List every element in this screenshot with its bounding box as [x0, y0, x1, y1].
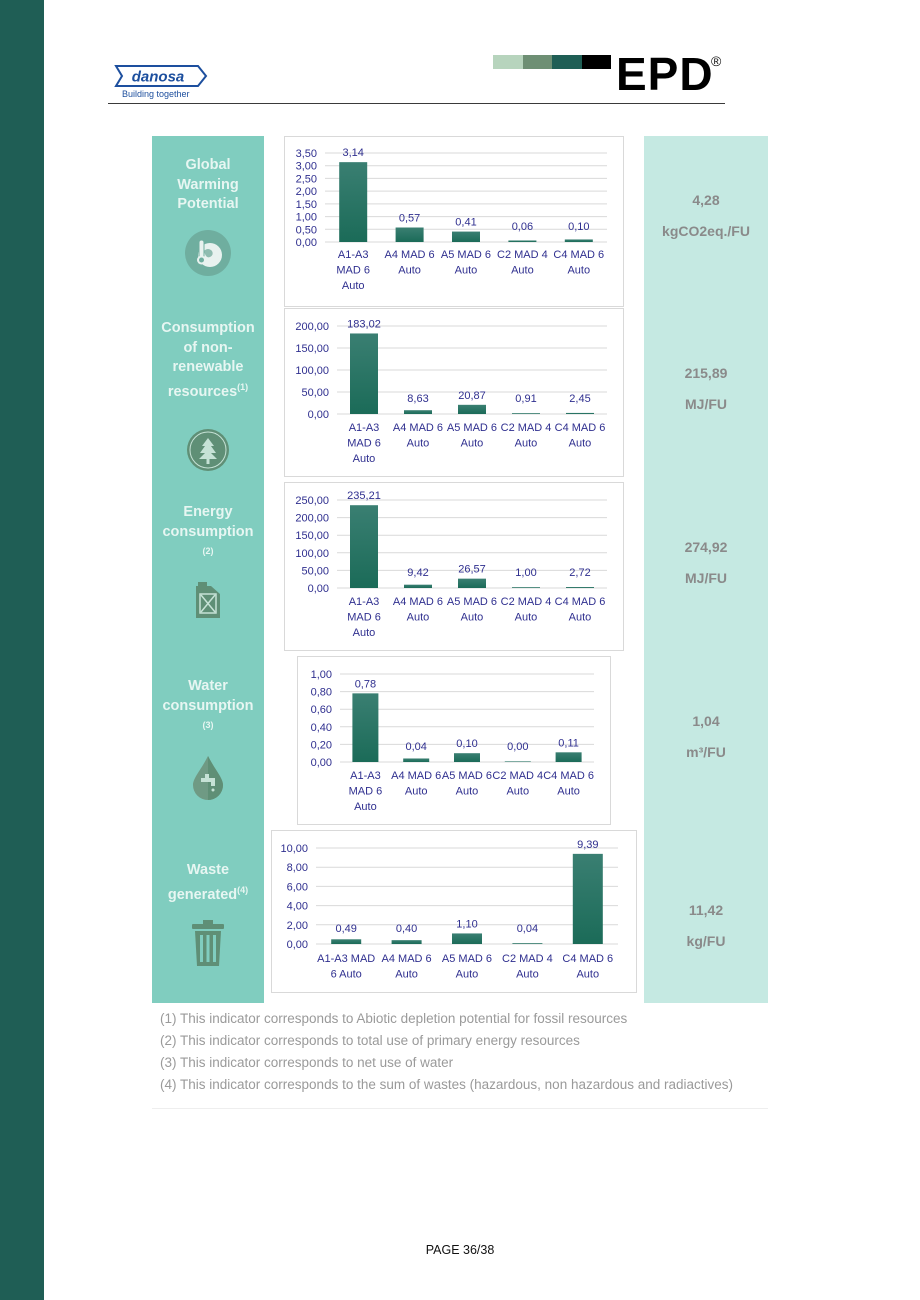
- category-label: A1-A3: [337, 249, 369, 261]
- y-tick-label: 0,40: [310, 721, 332, 734]
- bar: [566, 587, 594, 588]
- category-label: MAD 6: [348, 785, 383, 798]
- data-label: 183,02: [347, 318, 381, 331]
- y-tick-label: 1,50: [295, 198, 317, 211]
- y-tick-label: 100,00: [295, 547, 329, 560]
- y-tick-label: 0,00: [295, 237, 317, 249]
- category-label: C4 MAD 6: [554, 596, 606, 608]
- y-tick-label: 250,00: [295, 495, 329, 507]
- indicator-cell: [152, 655, 264, 829]
- data-label: 0,11: [558, 737, 579, 750]
- side-color-bar: [0, 0, 44, 1300]
- category-label: A1-A3 MAD: [317, 953, 376, 965]
- data-label: 2,45: [569, 393, 591, 405]
- trash-bin-icon: [191, 919, 225, 967]
- bar: [404, 410, 432, 414]
- data-label: 0,04: [516, 923, 539, 935]
- category-label: Auto: [506, 785, 530, 798]
- footnote: (3) This indicator corresponds to net use of water: [160, 1055, 454, 1070]
- indicator-row-waste: [152, 829, 768, 1003]
- y-tick-label: 0,00: [307, 409, 329, 421]
- y-tick-label: 200,00: [295, 512, 329, 525]
- indicator-title: Waste generated: [167, 862, 238, 903]
- bar: [352, 693, 378, 762]
- bar: [454, 753, 480, 762]
- chart-box: [284, 308, 624, 477]
- indicator-row-energy: [152, 481, 768, 655]
- category-label: Auto: [511, 264, 534, 277]
- category-label: A5 MAD 6: [446, 596, 498, 608]
- indicator-row-non-renewable: [152, 307, 768, 481]
- indicator-note: (4): [237, 884, 249, 895]
- data-label: 20,87: [458, 389, 486, 402]
- chart-box: [271, 830, 637, 993]
- category-label: Auto: [460, 437, 484, 450]
- epd-label: EPD: [616, 48, 714, 100]
- chart-box: [284, 136, 624, 307]
- y-tick-label: 2,00: [295, 186, 317, 199]
- y-tick-label: 2,00: [286, 919, 308, 932]
- category-label: C2 MAD 4: [497, 249, 548, 261]
- header-rule: [108, 103, 725, 104]
- indicator-row-gwp: [152, 136, 768, 307]
- category-label: A4 MAD 6: [391, 770, 442, 782]
- y-tick-label: 2,50: [295, 173, 317, 186]
- y-tick-label: 50,00: [301, 565, 329, 578]
- footnote: (2) This indicator corresponds to total use of primary energy resources: [160, 1033, 580, 1048]
- bar: [331, 939, 361, 944]
- category-label: C4 MAD 6: [543, 770, 594, 782]
- y-tick-label: 150,00: [295, 530, 329, 543]
- stripe: [523, 55, 553, 69]
- total-unit: kg/FU: [686, 933, 726, 949]
- data-label: 1,10: [456, 918, 478, 931]
- stripe: [582, 55, 612, 69]
- total-cell: [644, 307, 768, 481]
- indicator-title: Global Warming Potential: [177, 157, 239, 212]
- danosa-logo: [108, 60, 208, 102]
- category-label: A5 MAD 6: [441, 770, 493, 782]
- y-tick-label: 10,00: [280, 843, 308, 855]
- total-value: 215,89: [684, 365, 728, 381]
- y-tick-label: 0,20: [310, 739, 332, 752]
- total-unit: MJ/FU: [685, 396, 727, 412]
- data-label: 0,10: [456, 738, 478, 751]
- data-label: 26,57: [458, 563, 486, 576]
- bar: [392, 940, 422, 944]
- y-tick-label: 0,80: [310, 686, 332, 699]
- bar: [404, 585, 432, 588]
- thermometer-globe-icon: [184, 229, 232, 277]
- water-tap-icon: [191, 754, 225, 800]
- indicator-title: Consumption of non-renewable resources: [161, 320, 255, 400]
- total-cell: [644, 481, 768, 655]
- y-tick-label: 0,00: [310, 757, 332, 769]
- indicator-cell: [152, 307, 264, 481]
- category-label: A1-A3: [348, 422, 380, 434]
- category-label: A5 MAD 6: [446, 422, 498, 434]
- category-label: Auto: [460, 611, 484, 624]
- category-label: C4 MAD 6: [562, 953, 614, 965]
- category-label: Auto: [567, 264, 591, 277]
- bar-chart: [298, 657, 610, 824]
- total-value: 274,92: [684, 539, 728, 555]
- y-tick-label: 0,60: [310, 704, 332, 717]
- data-label: 0,04: [405, 741, 427, 753]
- bar: [573, 854, 603, 944]
- bar: [512, 943, 542, 944]
- total-value: 11,42: [688, 902, 724, 918]
- category-label: A1-A3: [348, 596, 380, 608]
- indicator-note: (3): [202, 720, 214, 730]
- bar: [565, 239, 593, 242]
- stripe: [493, 55, 523, 69]
- footnotes: [160, 1008, 733, 1096]
- total-unit: m³/FU: [686, 744, 726, 760]
- data-label: 0,41: [455, 216, 477, 229]
- category-label: C4 MAD 6: [554, 422, 606, 434]
- category-label: Auto: [576, 968, 600, 981]
- category-label: C2 MAD 4: [492, 770, 544, 782]
- indicator-title: Energy consumption: [162, 504, 254, 540]
- indicator-cell: [152, 829, 264, 1003]
- y-tick-label: 150,00: [295, 343, 329, 355]
- y-tick-label: 100,00: [295, 365, 329, 377]
- bar: [505, 761, 531, 762]
- category-label: A5 MAD 6: [440, 249, 492, 261]
- indicator-note: (2): [202, 546, 214, 556]
- bar: [452, 232, 480, 242]
- bar: [512, 587, 540, 588]
- bar-chart: [285, 309, 623, 476]
- y-tick-label: 6,00: [286, 881, 308, 894]
- logo-name: danosa: [131, 68, 185, 86]
- y-tick-label: 1,00: [295, 211, 317, 224]
- footnote: (4) This indicator corresponds to the sum of wastes (hazardous, non hazardous and radiactives): [160, 1077, 734, 1092]
- bar: [403, 758, 429, 762]
- footnote-rule: [152, 1108, 768, 1109]
- fuel-can-icon: [193, 580, 223, 620]
- bar: [339, 162, 367, 242]
- bar: [396, 228, 424, 242]
- bar: [566, 413, 594, 414]
- category-label: Auto: [455, 785, 479, 798]
- y-tick-label: 0,00: [286, 939, 308, 951]
- total-unit: kgCO2eq./FU: [662, 223, 750, 239]
- data-label: 2,72: [569, 567, 591, 579]
- data-label: 0,06: [511, 221, 534, 233]
- bar-chart: [285, 483, 623, 650]
- category-label: Auto: [557, 785, 580, 798]
- category-label: A4 MAD 6: [392, 596, 444, 608]
- category-label: Auto: [341, 280, 365, 292]
- data-label: 1,00: [515, 567, 537, 579]
- indicator-title: Water consumption: [162, 678, 254, 714]
- category-label: Auto: [455, 968, 479, 981]
- y-tick-label: 4,00: [286, 900, 308, 913]
- category-label: MAD 6: [347, 437, 381, 450]
- category-label: Auto: [514, 611, 538, 624]
- bar: [512, 413, 540, 414]
- total-cell: [644, 136, 768, 307]
- data-label: 235,21: [347, 490, 381, 503]
- y-tick-label: 50,00: [301, 387, 329, 399]
- category-label: Auto: [406, 437, 430, 450]
- data-label: 0,10: [568, 221, 590, 233]
- data-label: 0,57: [398, 212, 421, 225]
- stripe: [552, 55, 582, 69]
- epd-color-stripes: [493, 55, 611, 69]
- category-label: Auto: [454, 264, 478, 277]
- y-tick-label: 3,50: [295, 148, 317, 160]
- category-label: Auto: [568, 437, 592, 450]
- category-label: Auto: [352, 453, 376, 465]
- category-label: C2 MAD 4: [502, 953, 553, 965]
- indicator-cell: [152, 481, 264, 655]
- category-label: Auto: [516, 968, 539, 981]
- data-label: 3,14: [342, 147, 364, 160]
- total-value: 4,28: [692, 192, 720, 208]
- bar-chart: [285, 137, 623, 306]
- category-label: 6 Auto: [330, 968, 362, 981]
- y-tick-label: 8,00: [286, 862, 308, 875]
- y-tick-label: 1,00: [310, 669, 332, 681]
- logo-tagline: Building together: [122, 89, 190, 99]
- category-label: MAD 6: [336, 264, 371, 277]
- bar: [508, 240, 536, 242]
- category-label: A5 MAD 6: [441, 953, 493, 965]
- category-label: Auto: [404, 785, 428, 798]
- bar-chart: [272, 831, 636, 992]
- y-tick-label: 200,00: [295, 321, 329, 333]
- category-label: A1-A3: [350, 770, 381, 782]
- category-label: Auto: [398, 264, 421, 277]
- category-label: C2 MAD 4: [500, 596, 552, 608]
- page-number: PAGE 36/38: [425, 1243, 495, 1257]
- category-label: C4 MAD 6: [553, 249, 605, 261]
- y-tick-label: 3,00: [295, 160, 317, 173]
- category-label: Auto: [354, 801, 377, 813]
- bar: [458, 579, 486, 588]
- category-label: C2 MAD 4: [500, 422, 552, 434]
- total-value: 1,04: [692, 713, 720, 729]
- chart-box: [297, 656, 611, 825]
- indicator-row-water: [152, 655, 768, 829]
- bar: [350, 505, 378, 588]
- data-label: 8,63: [407, 393, 429, 405]
- category-label: Auto: [352, 627, 376, 639]
- category-label: Auto: [568, 611, 592, 624]
- epd-registered-mark: ®: [711, 53, 722, 69]
- chart-box: [284, 482, 624, 651]
- data-label: 0,91: [515, 393, 537, 405]
- indicator-note: (1): [237, 381, 249, 392]
- bar: [350, 333, 378, 414]
- total-cell: [644, 829, 768, 1003]
- data-label: 0,40: [395, 923, 418, 935]
- bar: [458, 405, 486, 414]
- category-label: Auto: [406, 611, 430, 624]
- data-label: 9,39: [577, 838, 599, 851]
- data-label: 9,42: [407, 567, 429, 579]
- footnote: (1) This indicator corresponds to Abiotic depletion potential for fossil resources: [160, 1011, 628, 1026]
- data-label: 0,49: [335, 923, 357, 935]
- total-cell: [644, 655, 768, 829]
- data-label: 0,00: [507, 741, 529, 753]
- bar: [556, 752, 582, 762]
- tree-icon: [186, 428, 230, 472]
- bar: [452, 933, 482, 944]
- y-tick-label: 0,00: [307, 583, 329, 595]
- total-unit: MJ/FU: [685, 570, 727, 586]
- category-label: A4 MAD 6: [392, 422, 444, 434]
- data-label: 0,78: [354, 678, 377, 691]
- category-label: MAD 6: [347, 611, 381, 624]
- category-label: A4 MAD 6: [381, 953, 432, 965]
- category-label: A4 MAD 6: [384, 249, 435, 261]
- y-tick-label: 0,50: [295, 224, 317, 237]
- indicator-cell: [152, 136, 264, 307]
- category-label: Auto: [514, 437, 538, 450]
- category-label: Auto: [395, 968, 418, 981]
